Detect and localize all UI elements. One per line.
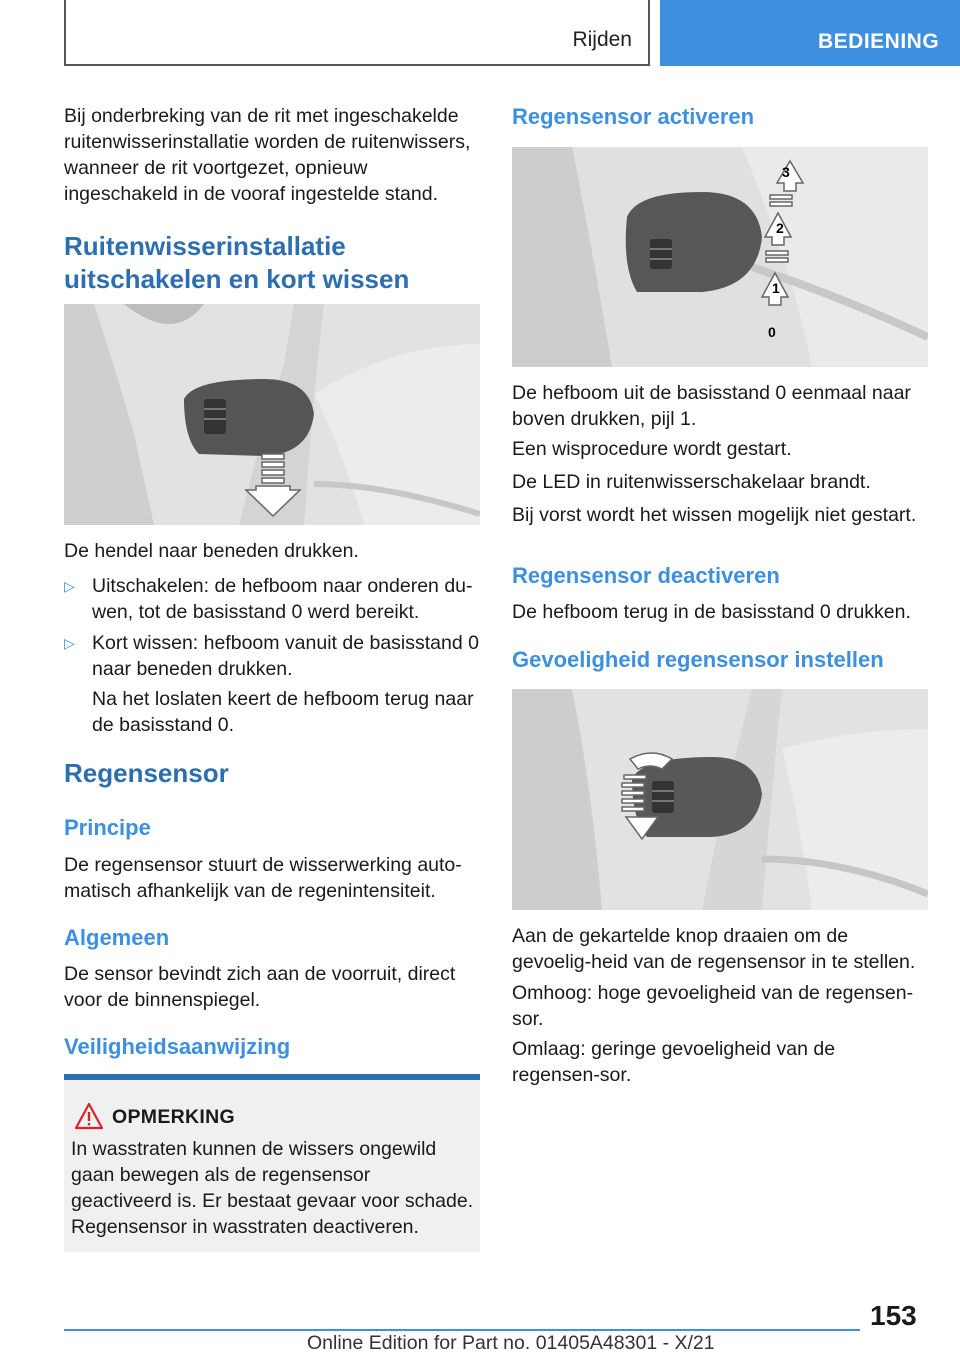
activate-line: Een wisprocedure wordt gestart. bbox=[512, 438, 792, 460]
activate-line: De hefboom uit de basisstand 0 eenmaal naar boven drukken, pijl 1. bbox=[512, 382, 911, 430]
footer-edition: Online Edition for Part no. 01405A48301 - X/21 bbox=[307, 1332, 715, 1354]
bullet-item bbox=[64, 630, 480, 682]
note-text: In wasstraten kunnen de wissers ongewild gaan bewegen als de regensensor geactiveerd is. Er bestaat gevaar voor schade. Regensensor in wasstraten deactiveren. bbox=[71, 1138, 474, 1238]
principle-text: De regensensor stuurt de wisserwerking auto-matisch afhankelijk van de regenintensiteit. bbox=[64, 854, 462, 902]
heading-sensitivity: Gevoeligheid regensensor instellen bbox=[512, 647, 884, 672]
general-text: De sensor bevindt zich aan de voorruit, direct voor de binnenspiegel. bbox=[64, 963, 456, 1011]
bullet-text: Uitschakelen: de hefboom naar onderen du-wen, tot de basisstand 0 werd bereikt. bbox=[92, 575, 473, 623]
figure-lever-down bbox=[64, 304, 480, 525]
figure-lever-up bbox=[512, 147, 928, 367]
heading-activate: Regensensor activeren bbox=[512, 104, 755, 129]
release-text: Na het loslaten keert de hefboom terug naar de basisstand 0. bbox=[92, 688, 474, 736]
sensitivity-line: Omhoog: hoge gevoeligheid van de regensen-sor. bbox=[512, 982, 914, 1030]
note-box bbox=[64, 1074, 480, 1252]
header-chapter-tab[interactable] bbox=[660, 0, 960, 66]
page-number: 153 bbox=[870, 1300, 917, 1331]
activate-line: Bij vorst wordt het wissen mogelijk niet gestart. bbox=[512, 504, 917, 526]
intro-paragraph: Bij onderbreking van de rit met ingeschakelde ruitenwisserinstallatie worden de ruitenwissers, wanneer de rit voortgezet, opnieuw ingeschakeld in de vooraf ingestelde stand. bbox=[64, 105, 471, 205]
press-down-text: De hendel naar beneden drukken. bbox=[64, 540, 359, 562]
bullet-triangle-icon: ▷ bbox=[64, 578, 75, 594]
arrow-label: 0 bbox=[768, 324, 776, 340]
footer-divider bbox=[64, 1329, 860, 1331]
heading-deactivate: Regensensor deactiveren bbox=[512, 563, 780, 588]
bullet-item bbox=[64, 573, 480, 625]
arrow-label: 2 bbox=[776, 220, 784, 236]
heading-principle: Principe bbox=[64, 815, 151, 840]
sensitivity-line: Aan de gekartelde knop draaien om de gevoelig-heid van de regensensor in te stellen. bbox=[512, 925, 916, 973]
bullet-text: Kort wissen: hefboom vanuit de basisstand 0 naar beneden drukken. bbox=[92, 632, 479, 680]
arrow-label: 1 bbox=[772, 280, 780, 296]
arrow-label: 3 bbox=[782, 164, 790, 180]
bullet-triangle-icon: ▷ bbox=[64, 635, 75, 651]
warning-icon bbox=[74, 1102, 104, 1130]
heading-safety: Veiligheidsaanwijzing bbox=[64, 1034, 291, 1059]
header-section-box bbox=[64, 0, 650, 66]
heading-wiper-off: Ruitenwisserinstallatie uitschakelen en kort wissen bbox=[64, 231, 410, 294]
heading-general: Algemeen bbox=[64, 925, 170, 950]
deactivate-text: De hefboom terug in de basisstand 0 drukken. bbox=[512, 601, 911, 623]
sensitivity-line: Omlaag: geringe gevoeligheid van de regensen-sor. bbox=[512, 1038, 836, 1086]
figure-knob-rotate bbox=[512, 689, 928, 910]
header-chapter-title: BEDIENING bbox=[818, 30, 940, 53]
activate-line: De LED in ruitenwisserschakelaar brandt. bbox=[512, 471, 871, 493]
header-section-title: Rijden bbox=[572, 28, 632, 51]
note-title: OPMERKING bbox=[112, 1106, 235, 1128]
heading-rain-sensor: Regensensor bbox=[64, 758, 229, 788]
